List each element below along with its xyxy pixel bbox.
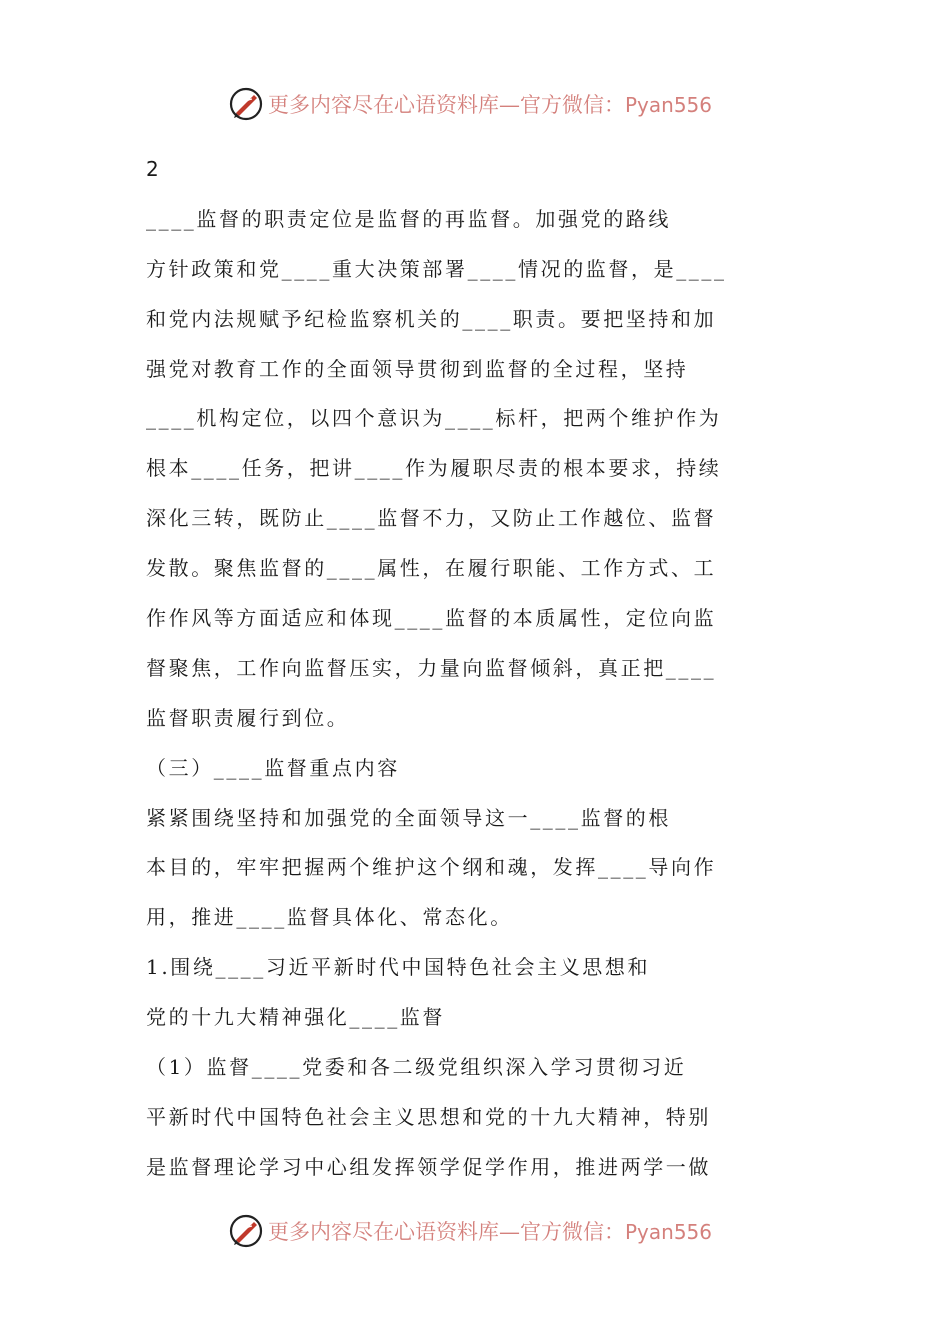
paragraph-line: 方针政策和党____重大决策部署____情况的监督，是____ <box>146 256 727 281</box>
paragraph-line: 作作风等方面适应和体现____监督的本质属性，定位向监 <box>146 606 717 631</box>
subsection-heading: 党的十九大精神强化____监督 <box>146 1005 445 1030</box>
paragraph-line: 强党对教育工作的全面领导贯彻到监督的全过程，坚持 <box>146 356 689 381</box>
paragraph-line: （1）监督____党委和各二级党组织深入学习贯彻习近 <box>146 1055 687 1080</box>
paragraph-line: 深化三转，既防止____监督不力，又防止工作越位、监督 <box>146 506 717 531</box>
footer-banner <box>228 1211 712 1251</box>
header-banner <box>228 84 712 124</box>
paragraph-line: 和党内法规赋予纪检监察机关的____职责。要把坚持和加 <box>146 306 717 331</box>
section-heading: （三）____监督重点内容 <box>146 755 400 780</box>
paragraph-line: 紧紧围绕坚持和加强党的全面领导这一____监督的根 <box>146 805 671 830</box>
banner-text: 更多内容尽在心语资料库—官方微信：Pyan556 <box>268 1220 713 1244</box>
banner-text: 更多内容尽在心语资料库—官方微信：Pyan556 <box>268 93 713 117</box>
paragraph-line: 本目的，牢牢把握两个维护这个纲和魂，发挥____导向作 <box>146 855 717 880</box>
paragraph-line: ____机构定位，以四个意识为____标杆，把两个维护作为 <box>146 406 722 431</box>
paragraph-line: 用，推进____监督具体化、常态化。 <box>146 905 513 930</box>
paragraph-line: 是监督理论学习中心组发挥领学促学作用，推进两学一做 <box>146 1154 711 1179</box>
paragraph-line: 督聚焦，工作向监督压实，力量向监督倾斜，真正把____ <box>146 655 717 680</box>
paragraph-line: 发散。聚焦监督的____属性，在履行职能、工作方式、工 <box>146 556 717 581</box>
paragraph-line: 监督职责履行到位。 <box>146 705 350 730</box>
wechat-id: Pyan556 <box>625 1220 713 1244</box>
wechat-id: Pyan556 <box>625 93 713 117</box>
subsection-heading: 1.围绕____习近平新时代中国特色社会主义思想和 <box>146 955 651 980</box>
paragraph-line: 根本____任务，把讲____作为履职尽责的根本要求，持续 <box>146 456 722 481</box>
paragraph-line: 平新时代中国特色社会主义思想和党的十九大精神，特别 <box>146 1104 711 1129</box>
pen-logo-icon <box>228 86 264 122</box>
document-body <box>146 156 727 1204</box>
pen-logo-icon <box>228 1213 264 1249</box>
paragraph-line: ____监督的职责定位是监督的再监督。加强党的路线 <box>146 206 671 231</box>
page-number: 2 <box>146 157 159 181</box>
